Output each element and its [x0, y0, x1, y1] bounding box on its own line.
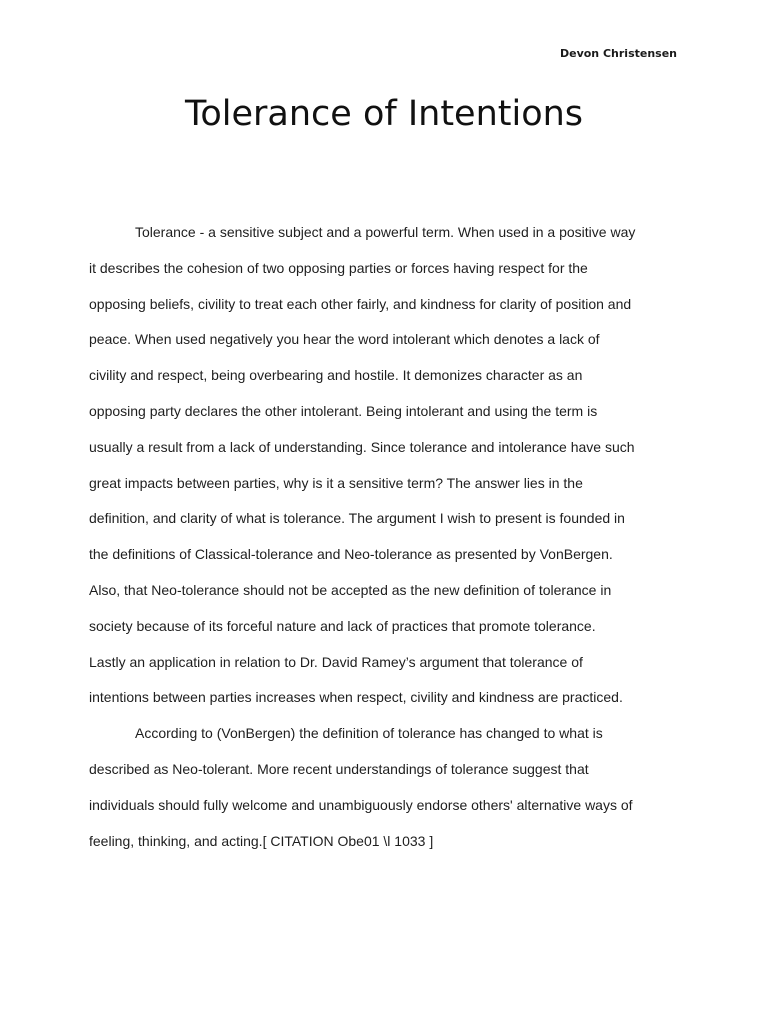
text-line: individuals should fully welcome and unambiguously endorse others' alternative ways of [89, 796, 633, 813]
text-line: great impacts between parties, why is it a sensitive term? The answer lies in the [89, 474, 583, 491]
text-line: described as Neo-tolerant. More recent understandings of tolerance suggest that [89, 760, 589, 777]
text-line: society because of its forceful nature and lack of practices that promote tolerance. [89, 617, 596, 634]
text-line: Tolerance - a sensitive subject and a powerful term. When used in a positive way [135, 224, 636, 240]
text-line: According to (VonBergen) the definition of tolerance has changed to what is [135, 725, 603, 742]
text-line: feeling, thinking, and acting.[ CITATION Obe01 \l 1033 ] [89, 832, 434, 849]
text-line: opposing party declares the other intolerant. Being intolerant and using the term is [89, 402, 598, 419]
paragraph-1 [89, 215, 681, 716]
text-line: the definitions of Classical-tolerance and Neo-tolerance as presented by VonBergen. [89, 546, 613, 563]
text-line: usually a result from a lack of understanding. Since tolerance and intolerance have such [89, 438, 635, 455]
text-line: definition, and clarity of what is tolerance. The argument I wish to present is founded in [89, 510, 625, 527]
text-line: intentions between parties increases when respect, civility and kindness are practiced. [89, 689, 623, 706]
text-line: opposing beliefs, civility to treat each other fairly, and kindness for clarity of position and [89, 295, 632, 312]
paragraph-2 [89, 716, 681, 859]
text-line: it describes the cohesion of two opposing parties or forces having respect for the [89, 259, 588, 276]
document-title: Tolerance of Intentions [184, 94, 584, 134]
text-line: peace. When used negatively you hear the word intolerant which denotes a lack of [89, 331, 600, 348]
document-body [89, 215, 681, 859]
author-name: Devon Christensen [559, 47, 677, 60]
text-line: civility and respect, being overbearing and hostile. It demonizes character as an [89, 367, 583, 384]
text-line: Lastly an application in relation to Dr. David Ramey’s argument that tolerance of [89, 653, 583, 670]
text-line: Also, that Neo-tolerance should not be accepted as the new definition of tolerance in [89, 581, 612, 598]
